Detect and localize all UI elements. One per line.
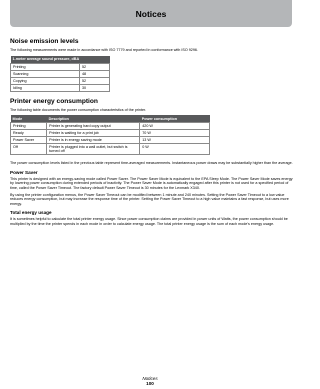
power-saver-paragraph-2: By using the printer configuration menus, the Power Saver Timeout can be modified between 1 minute and 240 minutes. Setting the Power Saver Timeout to a low value reduces energy consumption, but may increase the response time of the printer. Setting the Power Saver Timeout to a high value maintains a fast response, but uses more energy.	[10, 192, 289, 206]
energy-mode: Ready	[11, 130, 47, 137]
energy-power: 70 W	[140, 130, 210, 137]
energy-intro: The following table documents the power consumption characteristics of the printer.	[10, 107, 147, 112]
page-content	[10, 38, 294, 229]
power-saver-heading: Power Saver	[10, 169, 38, 175]
noise-table	[10, 56, 110, 92]
page-header-title: Notices	[135, 8, 167, 19]
table-row	[11, 84, 110, 91]
noise-value: 52	[80, 77, 110, 84]
total-energy-heading: Total energy usage	[10, 210, 52, 216]
table-row	[11, 123, 210, 130]
noise-value: 48	[80, 70, 110, 77]
noise-heading: Noise emission levels	[10, 38, 79, 45]
noise-mode: Printing	[11, 63, 80, 70]
energy-mode: Power Saver	[11, 137, 47, 144]
energy-col-description: Description	[47, 115, 140, 123]
table-row	[11, 144, 210, 155]
page-footer	[0, 376, 300, 386]
page-number: 100	[146, 381, 154, 386]
energy-desc: Printer is in energy saving mode	[47, 137, 140, 144]
footer-section-name: Notices	[142, 376, 158, 381]
table-row	[11, 63, 110, 70]
energy-col-mode: Mode	[11, 115, 47, 123]
energy-after-text: The power consumption levels listed in the previous table represent time-averaged measurements. Instantaneous power draws may be substantially higher than the average.	[10, 161, 293, 166]
energy-mode: Printing	[11, 123, 47, 130]
energy-table	[10, 115, 210, 155]
energy-mode: Off	[11, 144, 47, 155]
noise-mode: Scanning	[11, 70, 80, 77]
energy-desc: Printer is plugged into a wall outlet, but switch is turned off	[47, 144, 140, 155]
energy-power: 420 W	[140, 123, 210, 130]
table-row	[11, 130, 210, 137]
energy-power: 0 W	[140, 144, 210, 155]
header-bar	[10, 0, 292, 27]
noise-mode: Idling	[11, 84, 80, 91]
total-energy-paragraph: It is sometimes helpful to calculate the total printer energy usage. Since power consumption claims are provided in power units of Watts, the power consumption should be multiplied by the time the printer spends in each mode in order to calculate energy usage. The total printer energy usage is the sum of each mode's energy usage.	[10, 217, 288, 226]
noise-value: 30	[80, 84, 110, 91]
noise-mode: Copying	[11, 77, 80, 84]
energy-heading: Printer energy consumption	[10, 97, 98, 105]
table-row	[11, 77, 110, 84]
table-row	[11, 70, 110, 77]
table-row	[11, 137, 210, 144]
energy-col-power: Power consumption	[140, 115, 210, 123]
energy-desc: Printer is waiting for a print job	[47, 130, 140, 137]
noise-table-header: 1-meter average sound pressure, dBA	[11, 56, 110, 64]
noise-value: 52	[80, 63, 110, 70]
noise-intro: The following measurements were made in accordance with ISO 7779 and reported in conformance with ISO 9296.	[10, 48, 198, 53]
energy-desc: Printer is generating hard copy output	[47, 123, 140, 130]
energy-power: 13 W	[140, 137, 210, 144]
power-saver-paragraph-1: This printer is designed with an energy-saving mode called Power Saver. The Power Saver Mode is equivalent to the EPA Sleep Mode. The Power Saver Mode saves energy by lowering power consumption during extended periods of inactivity. The Power Saver Mode is automatically engaged after this printer is not used for a specified period of time, called the Power Saver Timeout. The factory default Power Saver Timeout is 30 minutes for the Lexmark X340.	[10, 176, 293, 190]
